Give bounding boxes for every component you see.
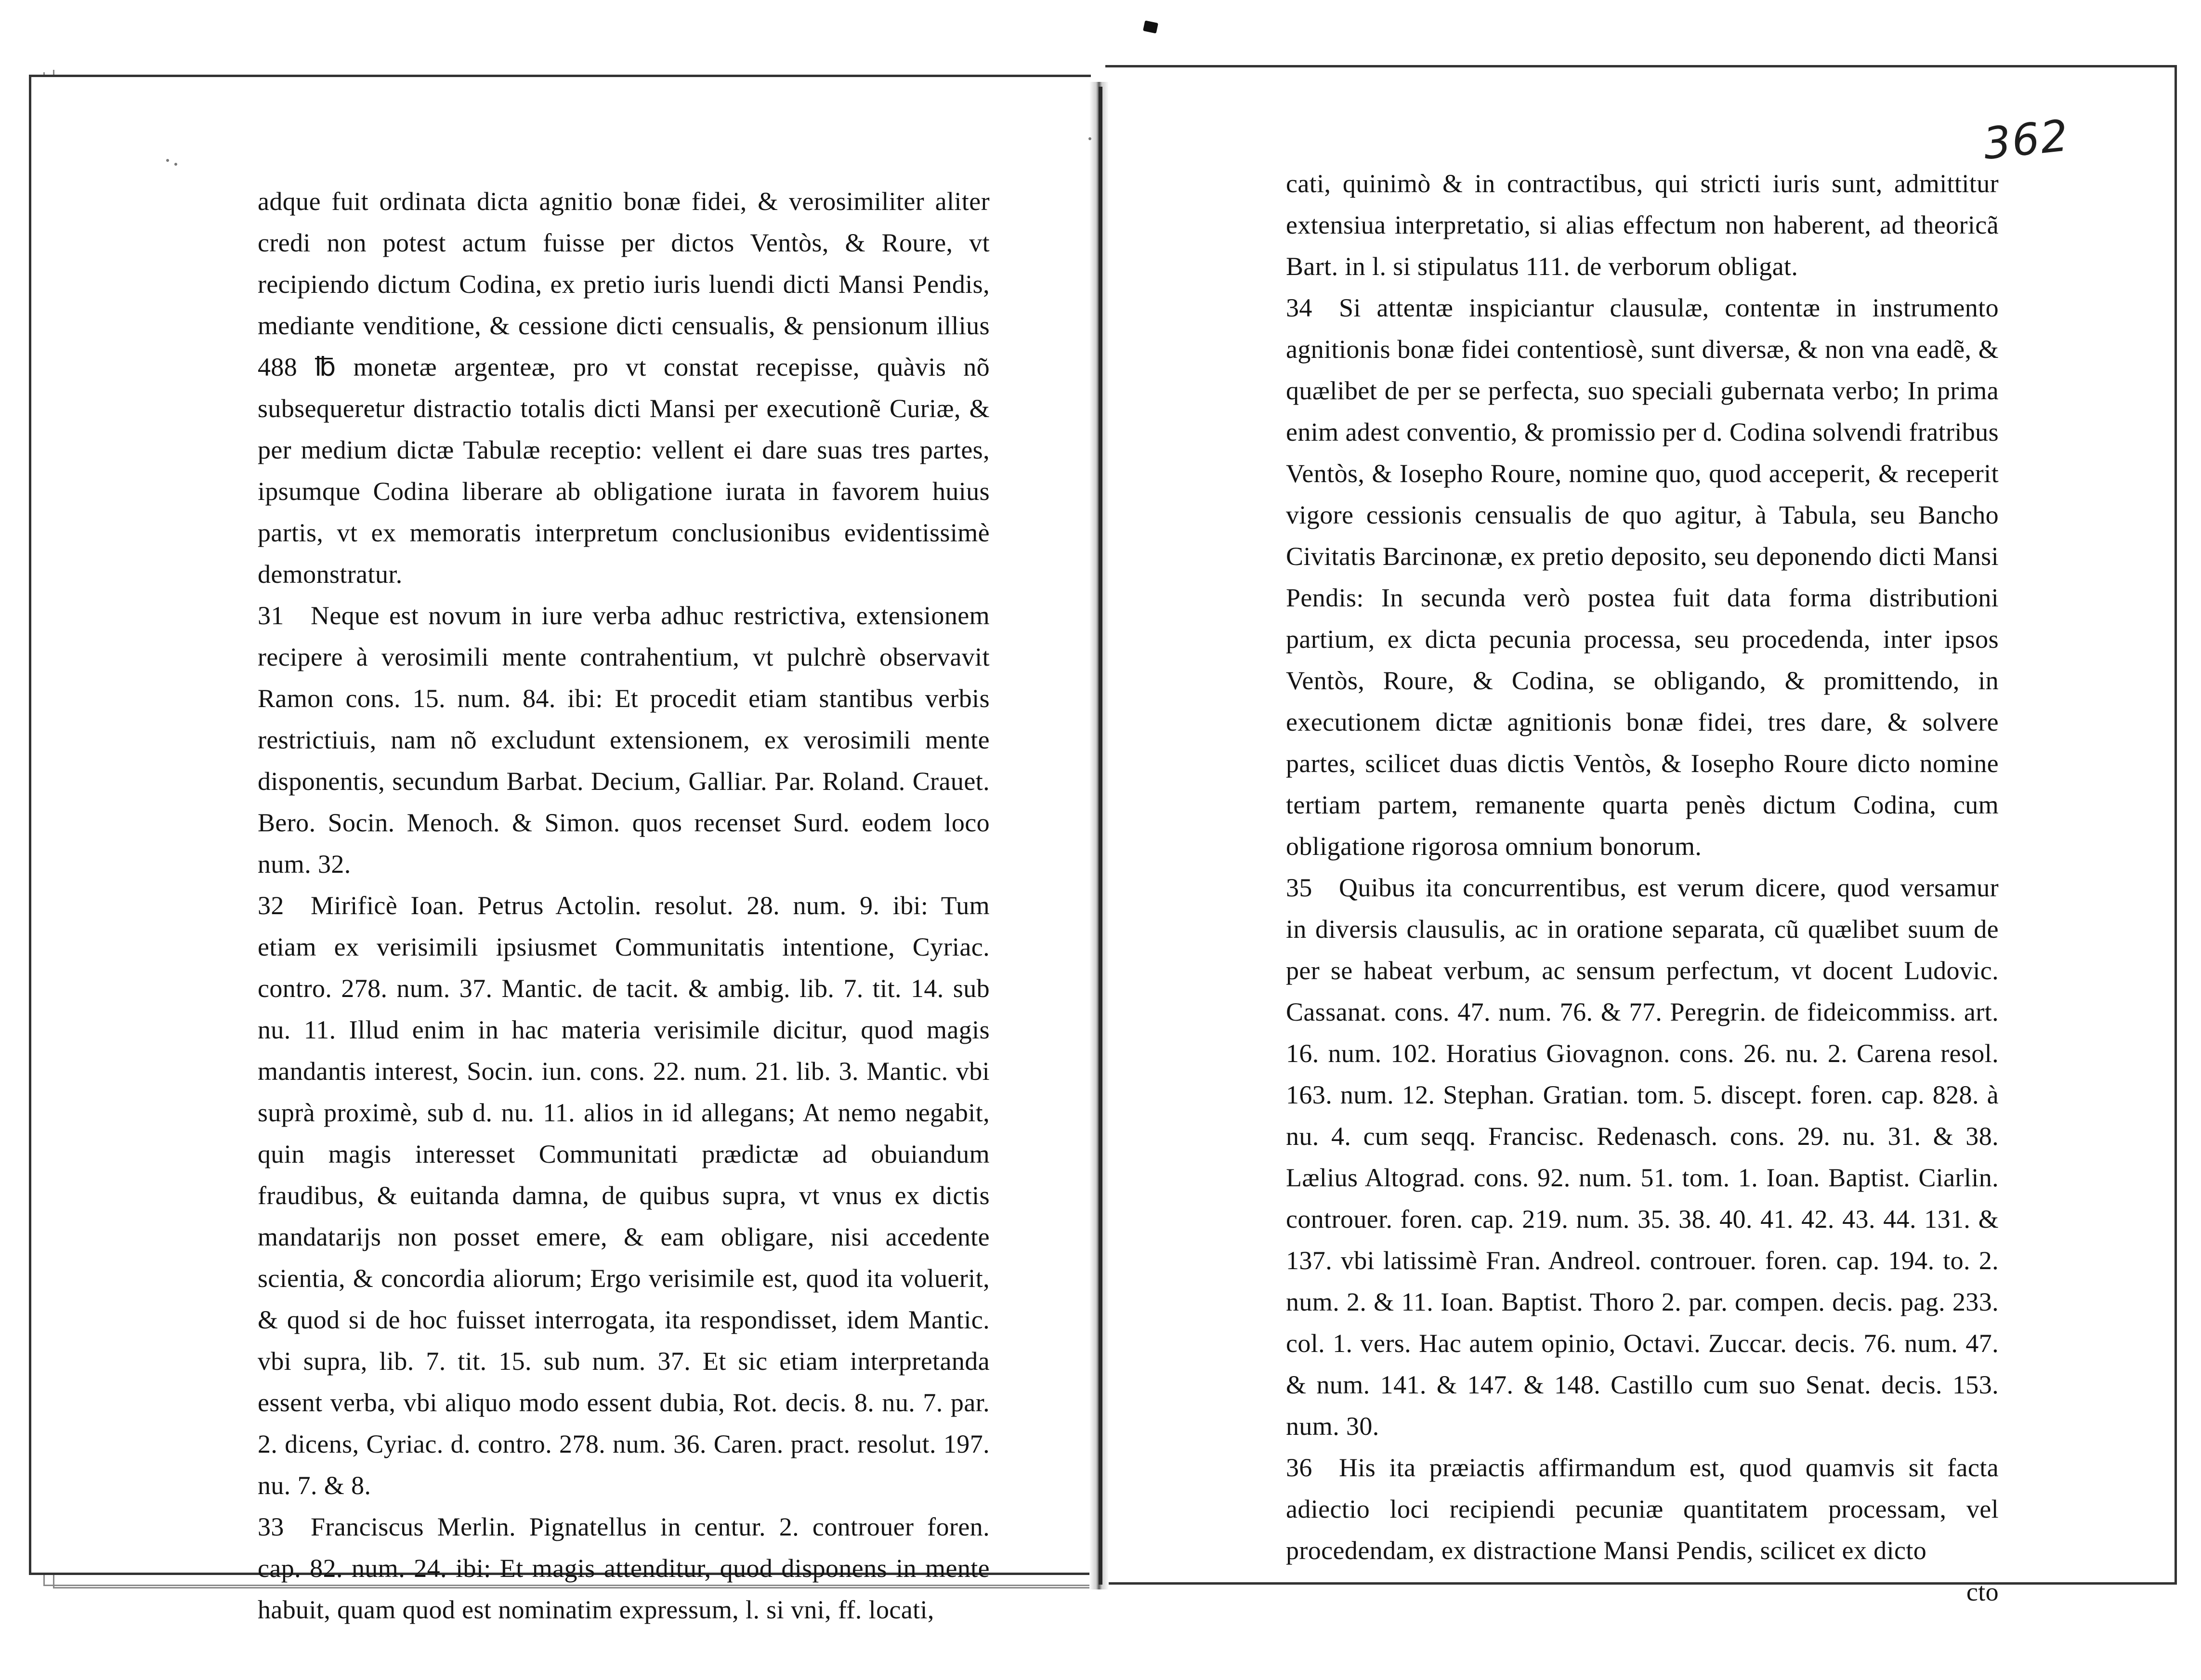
right-page-text xyxy=(1286,163,1999,1613)
paragraph-text: His ita præiactis affirmandum est, quod quamvis sit facta adiectio loci recipiendi pecuniæ quantitatem processam, vel procedendam, ex distractione Mansi Pendis, scilicet ex dicto xyxy=(1286,1453,1999,1565)
paragraph-text: cati, quinimò & in contractibus, qui stricti iuris sunt, admittitur extensiua interpretatio, si alias effectum non haberent, ad theoricã Bart. in l. si stipulatus 111. de verborum obligat. xyxy=(1286,169,1999,281)
folio-number: 362 xyxy=(1980,110,2071,170)
book-spine-line xyxy=(1099,87,1102,1585)
paragraph-text: Mirificè Ioan. Petrus Actolin. resolut. 28. num. 9. ibi: Tum etiam ex verisimili ipsiusmet Communitatis intentione, Cyriac. contro. 278. num. 37. Mantic. de tacit. & ambig. lib. 7. tit. 14. sub nu. 11. Illud enim in hac materia verisimile dicitur, quod magis mandantis interest, Socin. iun. cons. 22. num. 21. lib. 3. Mantic. vbi suprà proximè, sub d. nu. 11. alios in id allegans; At nemo negabit, quin magis interesset Communitati prædictæ ad obuiandum fraudibus, & euitanda damna, de quibus supra, vt vnus ex dictis mandatarijs non posset emere, & eam obligare, nisi accedente scientia, & concordia aliorum; Ergo verisimile est, quod ita voluerit, & quod si de hoc fuisset interrogata, ita respondisset, idem Mantic. vbi supra, lib. 7. tit. 15. sub num. 37. Et sic etiam interpretanda essent verba, vbi aliquo modo essent dubia, Rot. decis. 8. nu. 7. par. 2. dicens, Cyriac. d. contro. 278. num. 36. Caren. pract. resolut. 197. nu. 7. & 8. xyxy=(258,891,990,1500)
paragraph xyxy=(258,1506,990,1630)
paragraph xyxy=(258,181,990,595)
paragraph-text: Quibus ita concurrentibus, est verum dicere, quod versamur in diversis clausulis, ac in oratione separata, cũ quælibet suum de per se habeat verbum, ac sensum perfectum, vt docent Ludovic. Cassanat. cons. 47. num. 76. & 77. Peregrin. de fideicommiss. art. 16. num. 102. Horatius Giovagnon. cons. 26. nu. 2. Carena resol. 163. num. 12. Stephan. Gratian. tom. 5. discept. foren. cap. 828. à nu. 4. cum seqq. Francisc. Redenasch. cons. 29. nu. 31. & 38. Lælius Altograd. cons. 92. num. 51. tom. 1. Ioan. Baptist. Ciarlin. controuer. foren. cap. 219. num. 35. 38. 40. 41. 42. 43. 44. 131. & 137. vbi latissimè Fran. Andreol. controuer. foren. cap. 194. to. 2. num. 2. & 11. Ioan. Baptist. Thoro 2. par. compen. decis. pag. 233. col. 1. vers. Hac autem opinio, Octavi. Zuccar. decis. 76. num. 47. & num. 141. & 147. & 148. Castillo cum suo Senat. decis. 153. num. 30. xyxy=(1286,873,1999,1441)
paragraph xyxy=(1286,867,1999,1447)
paragraph-number: 33 xyxy=(258,1512,284,1541)
left-page-text xyxy=(258,181,990,1630)
binding-thread-mark xyxy=(1143,20,1158,33)
paragraph-number: 35 xyxy=(1286,873,1312,902)
paragraph xyxy=(258,885,990,1506)
paragraph-number: 32 xyxy=(258,891,284,920)
paragraph xyxy=(1286,287,1999,867)
paragraph-text: adque fuit ordinata dicta agnitio bonæ fidei, & verosimiliter aliter credi non potest actum fuisse per dictos Ventòs, & Roure, vt recipiendo dictum Codina, ex pretio iuris luendi dicti Mansi Pendis, mediante venditione, & cessione dicti censualis, & pensionum illius 488 ℔ monetæ argenteæ, pro vt constat recepisse, quàvis nõ subsequeretur distractio totalis dicti Mansi per executionẽ Curiæ, & per medium dictæ Tabulæ receptio: vellent ei dare suas tres partes, ipsumque Codina liberare ab obligatione iurata in favorem huius partis, vt ex memoratis interpretum conclusionibus evidentissimè demonstratur. xyxy=(258,187,990,589)
paragraph-number: 34 xyxy=(1286,293,1312,322)
paragraph-text: Si attentæ inspiciantur clausulæ, contentæ in instrumento agnitionis bonæ fidei contentiosè, sunt diversæ, & non vna eadẽ, & quælibet de per se perfecta, suo speciali gubernata verbo; In prima enim adest conventio, & promissio per d. Codina solvendi fratribus Ventòs, & Iosepho Roure, nomine quo, quod acceperit, & receperit vigore cessionis censualis de quo agitur, à Tabula, seu Bancho Civitatis Barcinonæ, ex pretio deposito, seu deponendo dicti Mansi Pendis: In secunda verò postea fuit data forma distributioni partium, ex dicta pecunia processa, seu procedenda, inter ipsos Ventòs, Roure, & Codina, se obligando, & promittendo, in executionem dictæ agnitionis bonæ fidei, tres dare, & solvere partes, scilicet duas dictis Ventòs, & Iosepho Roure dicto nomine tertiam partem, remanente quarta penès dictum Codina, cum obligatione rigorosa omnium bonorum. xyxy=(1286,293,1999,861)
paragraph-number: 31 xyxy=(258,601,284,630)
pencil-dot xyxy=(166,159,169,162)
paragraph-number: 36 xyxy=(1286,1453,1312,1482)
paragraph xyxy=(258,595,990,885)
paragraph-text: Franciscus Merlin. Pignatellus in centur. 2. controuer foren. cap. 82. num. 24. ibi: Et magis attenditur, quod disponens in mente habuit, quam quod est nominatim expressum, l. si vni, ff. locati, xyxy=(258,1512,990,1624)
paragraph xyxy=(1286,1447,1999,1571)
catchword: cto xyxy=(1966,1577,1999,1606)
paragraph xyxy=(1286,163,1999,287)
paragraph-text: Neque est novum in iure verba adhuc restrictiva, extensionem recipere à verosimili mente contrahentium, vt pulchrè observavit Ramon cons. 15. num. 84. ibi: Et procedit etiam stantibus verbis restrictiuis, nam nõ excludunt extensionem, ex verosimili mente disponentis, secundum Barbat. Decium, Galliar. Par. Roland. Crauet. Bero. Socin. Menoch. & Simon. quos recenset Surd. eodem loco num. 32. xyxy=(258,601,990,879)
pencil-dot xyxy=(1088,137,1091,140)
pencil-dot xyxy=(174,163,177,166)
